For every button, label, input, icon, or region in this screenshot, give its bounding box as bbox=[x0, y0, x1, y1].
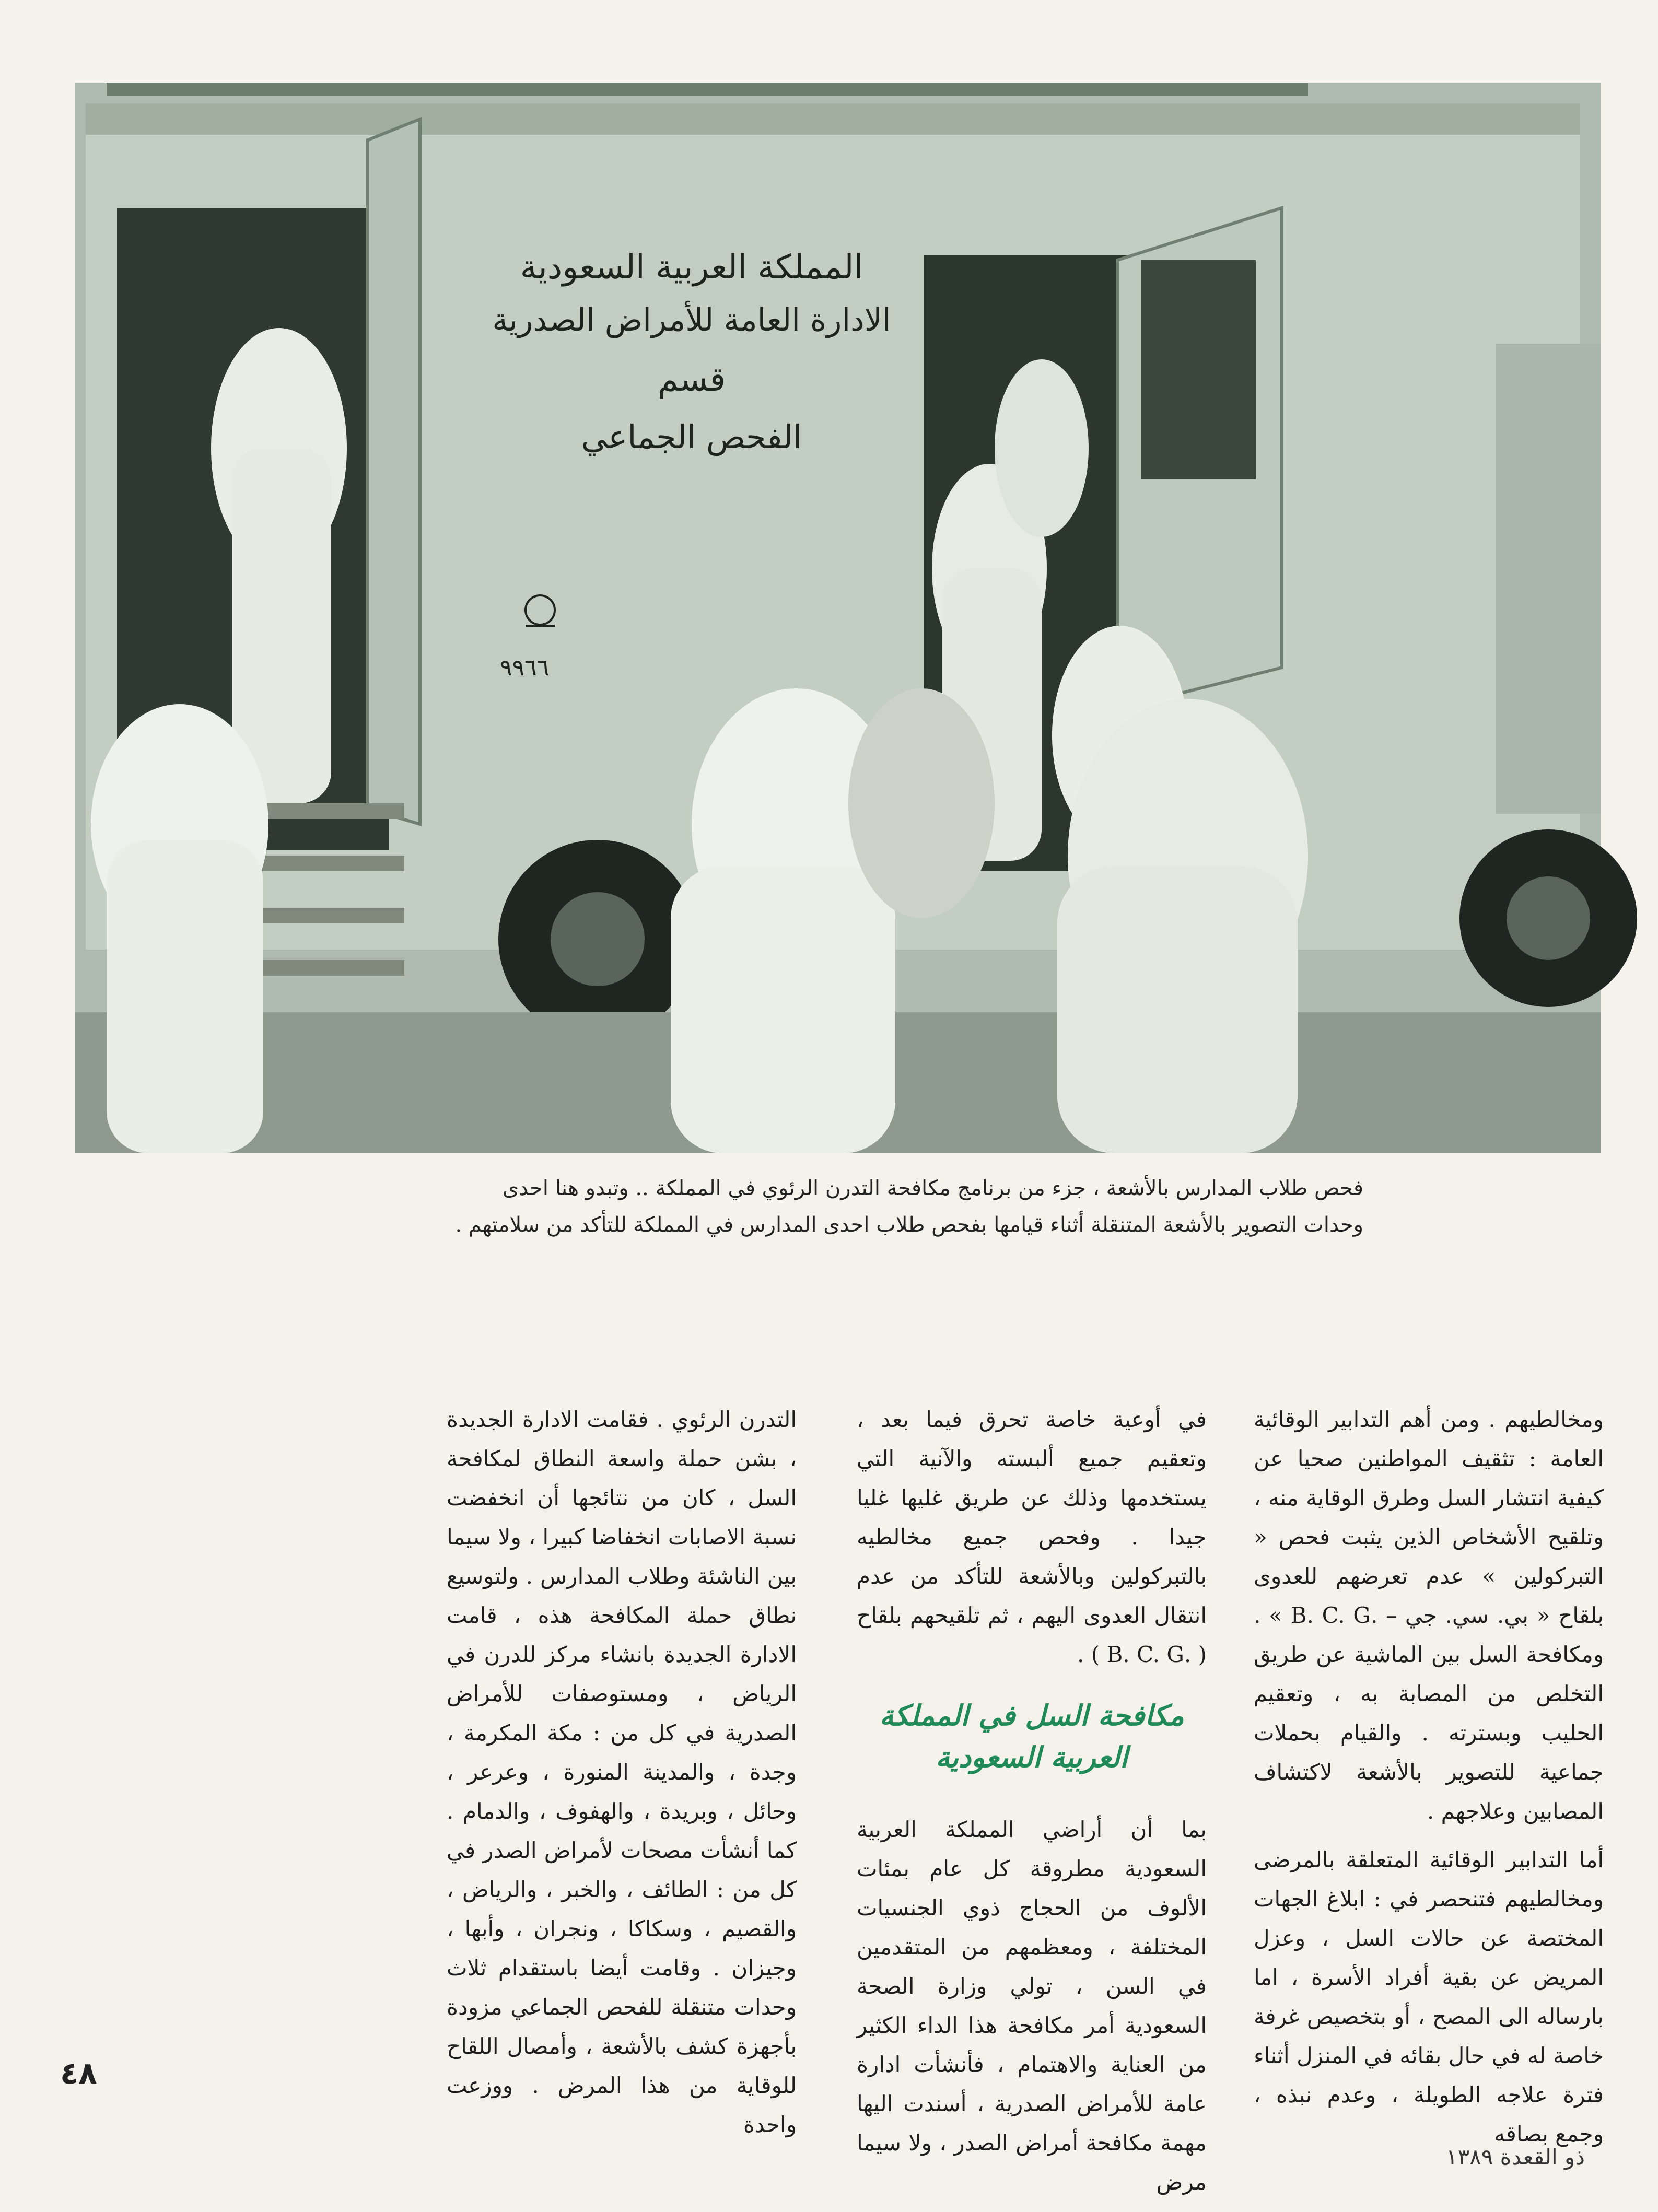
page-number: ٤٨ bbox=[60, 2055, 97, 2091]
van-plate-number: ٩٩٦٦ bbox=[499, 654, 550, 681]
issue-date: ذو القعدة ١٣٨٩ bbox=[1446, 2144, 1585, 2170]
van-text-line1: المملكة العربية السعودية bbox=[520, 248, 863, 287]
van-text-line3: قسم bbox=[657, 360, 726, 399]
col2-paragraph-1: في أوعية خاصة تحرق فيما بعد ، وتعقيم جميع ألبسته والآنية التي يستخدمها وذلك عن طريق غليها غليا جيدا . وفحص جميع مخالطيه بالتبركولين وبالأشعة للتأكد من عدم انتقال العدوى اليهم ، ثم تلقيحهم بلقاح ( .B. C. G ) . bbox=[857, 1407, 1207, 1667]
caption-line-2: وحدات التصوير بالأشعة المتنقلة أثناء قيامها بفحص طلاب احدى المدارس في المملكة للتأكد من سلامتهم . bbox=[455, 1213, 1363, 1237]
caption-line-1: فحص طلاب المدارس بالأشعة ، جزء من برنامج مكافحة التدرن الرئوي في المملكة .. وتبدو هنا احدى bbox=[502, 1176, 1363, 1200]
photo-xray-van bbox=[75, 83, 1601, 1153]
photo-illustration bbox=[75, 83, 1601, 1153]
article-column-2 bbox=[857, 1400, 1207, 2195]
van-text-line2: الادارة العامة للأمراض الصدرية bbox=[492, 302, 891, 338]
col3-paragraph-1: التدرن الرئوي . فقامت الادارة الجديدة ، بشن حملة واسعة النطاق لمكافحة السل ، كان من نتائجها أن انخفضت نسبة الاصابات انخفاضا كبيرا ، ولا سيما بين الناشئة وطلاب المدارس . ولتوسيع نطاق حملة المكافحة هذه ، قامت الادارة الجديدة بانشاء مركز للدرن في الرياض ، ومستوصفات للأمراض الصدرية في كل من : مكة المكرمة ، وجدة ، والمدينة المنورة ، وعرعر ، وحائل ، وبريدة ، والهفوف ، والدمام . كما أنشأت مصحات لأمراض الصدر في كل من : الطائف ، والخبر ، والرياض ، والقصيم ، وسكاكا ، ونجران ، وأبها ، وجيزان . وقامت أيضا باستقدام ثلاث وحدات متنقلة للفحص الجماعي مزودة بأجهزة كشف بالأشعة ، وأمصال اللقاح للوقاية من هذا المرض . ووزعت واحدة bbox=[447, 1407, 797, 2137]
article-column-3 bbox=[447, 1400, 797, 2137]
article-column-1 bbox=[1254, 1400, 1604, 2147]
col1-paragraph-2: أما التدابير الوقائية المتعلقة بالمرضى ومخالطيهم فتنحصر في : ابلاغ الجهات المختصة عن حالات السل ، وعزل المريض عن بقية أفراد الأسرة ، اما بارساله الى المصح ، أو بتخصيص غرفة خاصة له في حال بقائه في المنزل أثناء فترة علاجه الطويلة ، وعدم نبذه ، وجمع بصاقه bbox=[1254, 1847, 1604, 2147]
col2-paragraph-2: بما أن أراضي المملكة العربية السعودية مطروقة كل عام بمئات الألوف من الحجاج ذوي الجنسيات المختلفة ، ومعظمهم من المتقدمين في السن ، تولي وزارة الصحة السعودية أمر مكافحة هذا الداء الكثير من العناية والاهتمام ، فأنشأت ادارة عامة للأمراض الصدرية ، أسندت اليها مهمة مكافحة أمراض الصدر ، ولا سيما مرض bbox=[857, 1817, 1207, 2195]
section-heading: مكافحة السل في المملكة العربية السعودية bbox=[879, 1699, 1184, 1774]
van-text-line4: الفحص الجماعي bbox=[581, 418, 802, 456]
col1-paragraph-1: ومخالطيهم . ومن أهم التدابير الوقائية العامة : تثقيف المواطنين صحيا عن كيفية انتشار السل وطرق الوقاية منه ، وتلقيح الأشخاص الذين يثبت فحص « التبركولين » عدم تعرضهم للعدوى بلقاح « بي. سي. جي – .B. C. G » . ومكافحة السل بين الماشية عن طريق التخلص من المصابة به ، وتعقيم الحليب وبسترته . والقيام بحملات جماعية للتصوير بالأشعة لاكتشاف المصابين وعلاجهم . bbox=[1254, 1407, 1604, 1824]
photo-caption bbox=[308, 1170, 1363, 1243]
